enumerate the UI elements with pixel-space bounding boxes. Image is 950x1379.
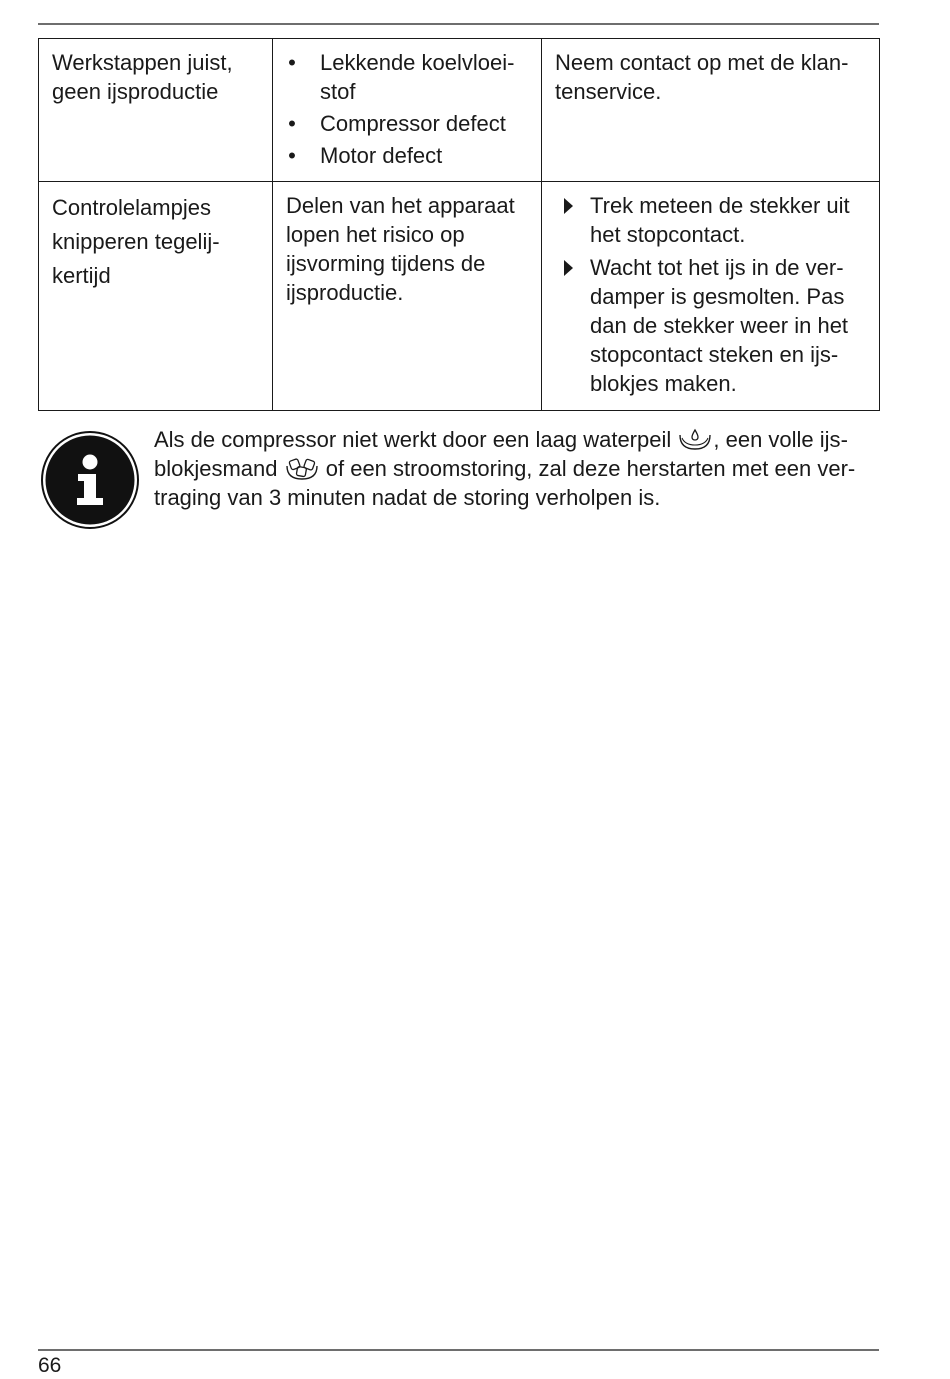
table-row (39, 39, 880, 182)
low-water-icon (677, 427, 713, 453)
list-item: • Motor defect (288, 143, 443, 168)
table-row (39, 182, 880, 411)
solution-cell (542, 39, 880, 182)
list-item: • Lekkende koelvloeistof (288, 50, 515, 104)
bottom-rule (38, 1349, 879, 1351)
cause-list (286, 48, 529, 170)
cause-cell (273, 182, 542, 411)
triangle-right-icon (564, 260, 573, 276)
problem-text: Werkstappen juist, geen ijsproductie (52, 50, 233, 104)
solution-cell (542, 182, 880, 411)
problem-text: Controlelampjes knipperen tegelijkertijd (52, 195, 220, 288)
cause-cell (273, 39, 542, 182)
note-text: Als de compressor niet werkt door een laag waterpeil , een volle ijsblokjesmand of een stroomstoring, zal deze herstarten met een vertraging van 3 minuten nadat de storing verholpen is. (154, 427, 856, 510)
full-ice-basket-icon (284, 456, 320, 482)
problem-cell (39, 39, 273, 182)
list-item: • Compressor defect (288, 111, 506, 136)
solution-text: Neem contact op met de klantenservice. (555, 50, 849, 104)
top-rule (38, 23, 879, 25)
list-item: Trek meteen de stekker uit het stopcontact. (555, 191, 867, 249)
page-number: 66 (38, 1354, 62, 1377)
list-item: Wacht tot het ijs in de verdamper is gesmolten. Pas dan de stekker weer in het stopcontact steken en ijsblokjes maken. (555, 253, 867, 398)
problem-cell (39, 182, 273, 411)
info-icon (40, 430, 140, 530)
cause-text: Delen van het apparaat lopen het risico op ijsvorming tijdens de ijsproductie. (286, 193, 515, 305)
troubleshooting-table (38, 38, 880, 411)
solution-steps (555, 191, 867, 398)
triangle-right-icon (564, 198, 573, 214)
